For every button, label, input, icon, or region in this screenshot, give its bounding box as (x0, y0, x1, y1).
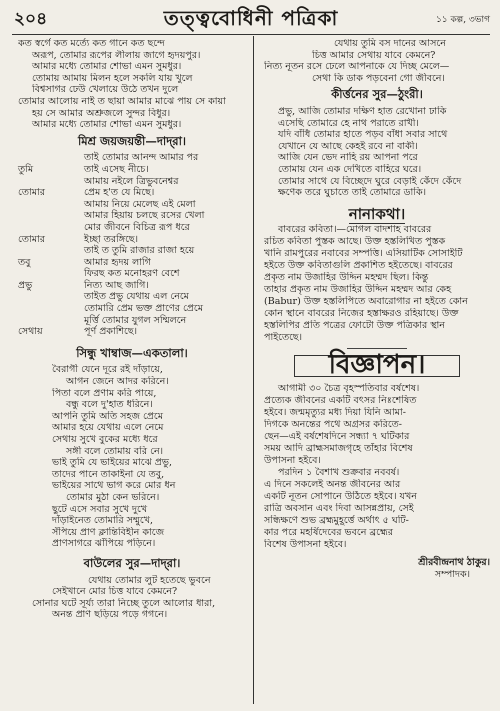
prose-line: কোন স্থানে বাবরের নিজের হস্তাক্ষরও রহিয়াছে। উক্ত (264, 308, 459, 320)
poem-row-text: প্রেম হ'ত যে মিছে। (84, 187, 155, 199)
poem-line: দাঁড়াইনেত তোমারি সম্মুখে, (52, 515, 153, 527)
poem-row-text: মোর জীবনে বিচিত্র রূপ ধরে (84, 221, 190, 233)
page-header (10, 4, 492, 30)
poem-line: সঁপিয়ে প্রাণ ক্লান্তিবিহীন কাজে (52, 526, 165, 538)
poem-row (18, 268, 246, 280)
section-heading-nanakatha (264, 204, 490, 223)
poem-row-text: ইচ্ছা তরঙ্গিছে। (84, 233, 139, 245)
poem-row-text: নিত্য আছ জাগি। (84, 279, 149, 291)
poem-line: যদি বাঁধি তোমার হাতে পড়ব বাঁধা সবার সাথে (278, 129, 448, 141)
prose-line: রাত্রি অবসান এবং দিবা আসন্নপ্রায়, সেই (264, 502, 414, 514)
page-number: ২০৪ (14, 9, 48, 29)
poem-line: ভাইয়ের সাথে ভাগ করে মোর ধন (52, 480, 176, 492)
signature-name: শ্রীরবীন্দ্রনাথ ঠাকুর। (418, 556, 490, 568)
poem-row-text: তাই ত তুমি রাজার রাজা হয়ে (84, 245, 195, 257)
poem-line: তোমায় আমায় মিলন হলে সকলি যায় খুলে (32, 72, 193, 84)
poem-line: তোমার মুঠা কেন ভরিনে। (66, 491, 160, 503)
poem-line: আমার হয়ে যেথায় এলে নেমে (52, 422, 164, 434)
prose-line: বিশেষ উপাসনা হইবে। (264, 538, 347, 550)
poem-line: যেথায় তুমি বস দানের আসনে (334, 38, 446, 49)
poem-row-text: তাইত প্রভু যেথায় এল নেমে (84, 291, 189, 303)
poem-line: তোমার আলোয় নাই ত ছায়া আমার মাঝে পায় সে কায়া (18, 95, 226, 107)
prose-line: বাবরের কবিতা।—মোগল বাদশাহ বাবরের (278, 224, 432, 236)
poem-line: প্রভু, আজি তোমার দক্ষিণ হাত রেখোনা ঢাকি (278, 105, 447, 117)
poem-row-text: ফিরছ কত মনোহরণ বেশে (84, 268, 180, 280)
poem-line: প্রাণসাগরে ঝাঁপিয়ে পড়িনে। (52, 538, 156, 550)
poem-line: চিত্ত আমার সেথায় যাবে কেমনে? (312, 49, 436, 61)
prose-line: উপাসনা হইবে। (264, 454, 321, 466)
poem-line: অরূপ, তোমার রূপের লীলায় জাগে হৃদয়পুর। (32, 49, 201, 61)
poem-line: যেথায় তোমার লুট হতেছে ভুবনে (88, 574, 211, 586)
poem-row-label: তোমার (18, 233, 45, 245)
prose-line: ছেন—এই বর্ষশেষদিনে সন্ধ্যা ৭ ঘটিকার (264, 430, 410, 442)
poem-line: তোমায় যেন এক দেখিতে বাহিরে ঘরে। (278, 163, 422, 175)
prose-line: প্রত্যেক জীবনের একটি বৎসর নিঃশেষিত (264, 394, 417, 406)
poem-line: সেথায় সুখে বুকের মধ্যে ধরে (52, 434, 158, 445)
section-heading-text: নানাকথা। (348, 204, 406, 223)
poem-line: তাদের পানে তাকাইনা যে তবু, (52, 468, 165, 480)
poem-line: সঙ্গী বলে তোমায় বরি নে। (66, 445, 164, 457)
poem-row-text: আমায় নিয়ে মেলেছ এই মেলা (84, 198, 196, 210)
poem-row-text: আমায় নইলে ত্রিভুবনেশ্বর (84, 175, 179, 187)
poem-row (18, 257, 246, 269)
poem-row (18, 280, 246, 292)
poem-row-text: আমার হিয়ায় চলছে রসের খেলা (84, 210, 205, 222)
poem-row-text: তাই তোমার আনন্দ আমার পর (84, 152, 199, 164)
prose-line: (Babur) উক্ত হস্তলিপিতে অবারোগার না হইতে কোন (264, 296, 468, 308)
prose-line: আগামী ৩০ চৈত্র বৃহস্পতিবার বর্ষশেষ। (278, 382, 420, 394)
poem-line: যেখানে যে আছে কেহই রবে না বাকী। (278, 140, 418, 152)
nanakatha-article (264, 224, 490, 344)
section-heading: কীর্ত্তনের সুর—ঠুংরী। (331, 87, 423, 102)
poem-line: সেথা কি ডাক পড়বেনা গো জীবনে। (312, 72, 445, 84)
issue-info: ১১ কল্প, ৩ভাগ (435, 15, 490, 25)
poem-row (18, 326, 246, 338)
poem-kirtan (264, 106, 490, 199)
prose-line: হইবে। জন্মমৃত্যুর মধ্য দিয়া যিনি আমা- (264, 406, 406, 418)
poem-top (264, 38, 490, 84)
poem-line: এসেছি তোমারে হে নাথ পরাতে রাখী। (278, 117, 419, 129)
poem-row-text: পূর্ণ প্রকাশিছে। (84, 326, 138, 338)
signature-title: সম্পাদক। (434, 568, 470, 580)
poem-row-label: তবু (18, 256, 31, 268)
poem-line: বিশ্বসাগর ঢেউ খেলায়ে উঠে তখন দুলে (32, 84, 179, 96)
poem-line: হয় সে আমার অশ্রুজলে সুন্দর বিধুর। (32, 107, 171, 119)
section-heading: সিন্ধু খাম্বাজ—একতালা। (76, 345, 188, 360)
poem-line: বন্ধু বলে দু'হাত ধরিনে। (66, 399, 153, 411)
poem-row-text: মূর্ত্তি তোমার যুগল সম্মিলনে (84, 314, 187, 326)
poem-row-label: তোমার (18, 187, 45, 199)
poem-line: পিতা বলে প্রণাম করি পায়ে, (52, 387, 157, 399)
poem-line: ছুটে এসে সবার সুখে দুখে (52, 503, 148, 515)
prose-line: কার পরে মহর্ষিদেবের ভবনে ব্রহ্মের (264, 526, 393, 538)
poem-row (18, 199, 246, 211)
poem-3 (18, 364, 246, 550)
poem-row (18, 245, 246, 257)
prose-line: হইতে উক্ত কবিতাগুলি প্রকাশিত হইতেছে। বাবরের (264, 260, 453, 272)
poem-line: আগন জেনে আদর করিনে। (66, 376, 169, 388)
poem-row (18, 234, 246, 246)
prose-line: এ দিনে সকলেই অনন্ত জীবনের আর (264, 478, 401, 490)
poem-line: তোমার সাথে যে বিচ্ছেদে ঘুরে বেড়াই কেঁদে কেঁদে (278, 175, 462, 187)
poem-row (18, 222, 246, 234)
poem-line: সোনার ঘটে সূর্য্য তারা নিচ্ছে তুলে আলোর ধারা, (32, 597, 216, 609)
poem-row (18, 152, 246, 164)
poem-line: আমার মধ্যে তোমার শোভা এমন সুমধুর। (32, 61, 182, 73)
prose-line: একটি নূতন সোপানে উঠিতে হইবে। যখন (264, 490, 417, 502)
poem-line: আমার মধ্যে তোমার শোভা এমন সুমধুর। (32, 119, 182, 131)
left-column (18, 38, 246, 621)
poem-row-text: তাই এসেছ নীচে। (84, 163, 149, 175)
prose-line: সন্ধিক্ষণে শুভ ব্রহ্মমুহূর্ত্তে অর্থাৎ ৫ ঘটি- (264, 514, 409, 526)
poem-line: ভাই তুমি যে ভাইয়ের মাঝে প্রভু, (52, 457, 172, 469)
right-column (264, 38, 490, 580)
column-divider (253, 36, 254, 704)
prose-line: দিগকে অনন্তের পথে অগ্রসর করিতে- (264, 418, 402, 430)
poem-line: ক্ষণেক তরে ঘুচাতে তাই তোমারে ডাকি। (278, 187, 427, 199)
poem-row (18, 303, 246, 315)
prose-line: খানি রামপুরের নবাবের সম্পত্তি। এসিয়াটিক সোসাইটি (264, 248, 463, 260)
prose-line: পরদিন ১ বৈশাখ শুক্রবার নববর্ষ। (278, 466, 400, 478)
poem-row (18, 164, 246, 176)
poem-line: কত স্বর্গে কত মর্ত্যে কত গানে কত ছন্দে (18, 38, 165, 49)
poem-row (18, 176, 246, 188)
poem-line: সেইখানে মোর চিত্ত যাবে কেমনে? (52, 586, 178, 598)
poem-line: অনন্ত প্রাণ ছড়িয়ে পড়ে গগনে। (52, 609, 168, 621)
poem-1 (18, 38, 246, 131)
poem-row-label: প্রভু (18, 279, 33, 291)
section-heading: বাউলের সুর—দাদ্‌রা। (83, 555, 181, 570)
poem-row-text: তোমারি প্রেম ভক্ত প্রাণের প্রেমে (84, 303, 203, 315)
section-heading: মিশ্র জয়জয়ন্তী—দাদ্‌রা। (77, 133, 187, 148)
poem-row-text: আমার হৃদয় লাগি (84, 256, 151, 268)
poem-line: আজি যেন ভেদ নাহি রয় আপনা পরে (278, 152, 418, 164)
poem-row (18, 210, 246, 222)
prose-line: তাহার প্রকৃত নাম উজাহির উদ্দিন মহম্মদ আর কেহ (264, 284, 452, 296)
poem-line: নিত্য নূতন রসে ঢেলে আপনাকে যে দিচ্ছ মেলে— (264, 61, 450, 73)
poem-4 (18, 575, 246, 621)
poem-row (18, 187, 246, 199)
prose-line: সময় আদি ব্রাহ্মসমাজগৃহে তাঁহার বিশেষ (264, 442, 413, 454)
poem-line: আপনি তুমি অতি সহজ প্রেমে (52, 410, 163, 422)
poem-2 (18, 152, 246, 338)
poem-row (18, 315, 246, 327)
header-divider (12, 34, 490, 35)
poem-line: বৈরাগী যেনে দূরে রই দাঁড়ায়ে, (52, 364, 163, 376)
prose-line: হস্তলিপির প্রতি পত্রের ফোটো উক্ত পত্রিকার স্থান (264, 320, 445, 332)
poem-row (18, 291, 246, 303)
poem-row-label: সেথায় (18, 326, 43, 338)
advertisement-body (264, 383, 490, 551)
advertisement-title: বিজ্ঞাপন। (294, 355, 460, 377)
prose-line: পাইতেছে। (264, 332, 303, 344)
poem-row-label: তুমি (18, 163, 34, 175)
prose-line: প্রকৃত নাম উজাহির উদ্দিন মহম্মদ ছিল। কিন্তু (264, 272, 429, 284)
journal-title: তত্ত্ববোধিনী পত্রিকা (163, 6, 339, 30)
prose-line: রচিত কবিতা পুস্তক আছে। উক্ত হস্তলিখিত পুস্তক (264, 236, 446, 248)
